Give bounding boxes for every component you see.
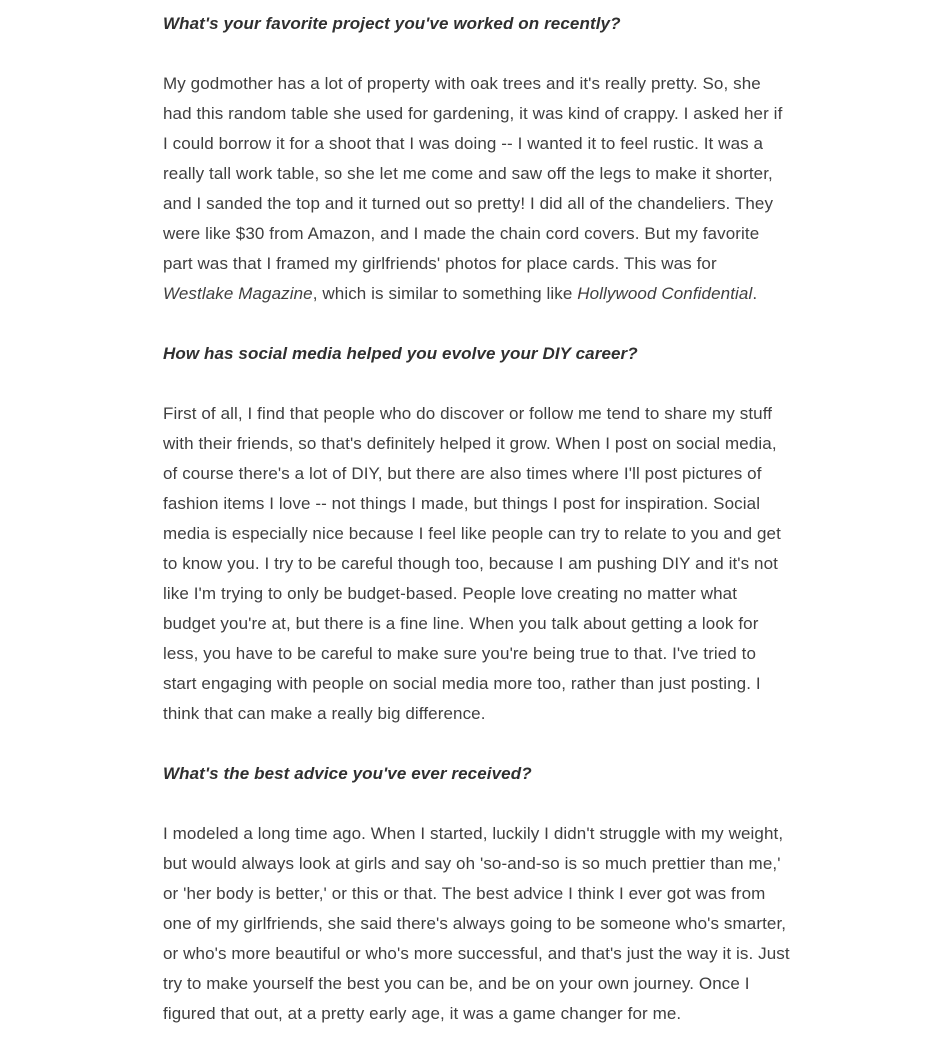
- answer-2-text: First of all, I find that people who do discover or follow me tend to share my stuff with their friends, so that's definitely helped it grow. When I post on social media, of course there's a lot of DIY, but there are also times where I'll post pictures of fashion items I love -- not things I made, but things I post for inspiration. Social media is especially nice because I feel like people can try to relate to you and get to know you. I try to be careful though too, because I am pushing DIY and it's not like I'm trying to only be budget-based. People love creating no matter what budget you're at, but there is a fine line. When you talk about getting a look for less, you have to be careful to make sure you're being true to that. I've tried to start engaging with people on social media more too, rather than just posting. I think that can make a really big difference.: [163, 404, 781, 723]
- answer-1-text: My godmother has a lot of property with oak trees and it's really pretty. So, she had this random table she used for gardening, it was kind of crappy. I asked her if I could borrow it for a shoot that I was doing -- I wanted it to feel rustic. It was a really tall work table, so she let me come and saw off the legs to make it shorter, and I sanded the top and it turned out so pretty! I did all of the chandeliers. They were like $30 from Amazon, and I made the chain cord covers. But my favorite part was that I framed my girlfriends' photos for place cards. This was for: [163, 74, 783, 273]
- interview-answer-1: [163, 69, 791, 309]
- interview-answer-2: [163, 399, 791, 729]
- interview-article: [163, 0, 791, 1029]
- interview-question-2: How has social media helped you evolve your DIY career?: [163, 344, 638, 363]
- answer-1-italic-title-hollywood: Hollywood Confidential: [577, 284, 753, 303]
- interview-question-1: What's your favorite project you've worked on recently?: [163, 14, 621, 33]
- answer-1-text-end: .: [752, 284, 758, 303]
- answer-3-text: I modeled a long time ago. When I started, luckily I didn't struggle with my weight, but would always look at girls and say oh 'so-and-so is so much prettier than me,' or 'her body is better,' or this or that. The best advice I think I ever got was from one of my girlfriends, she said there's always going to be someone who's smarter, or who's more beautiful or who's more successful, and that's just the way it is. Just try to make yourself the best you can be, and be on your own journey. Once I figured that out, at a pretty early age, it was a game changer for me.: [163, 824, 790, 1023]
- answer-1-text-mid: , which is similar to something like: [312, 284, 578, 303]
- interview-question-3: What's the best advice you've ever received?: [163, 764, 532, 783]
- interview-answer-3: [163, 819, 791, 1029]
- answer-1-italic-title-westlake: Westlake Magazine: [163, 284, 313, 303]
